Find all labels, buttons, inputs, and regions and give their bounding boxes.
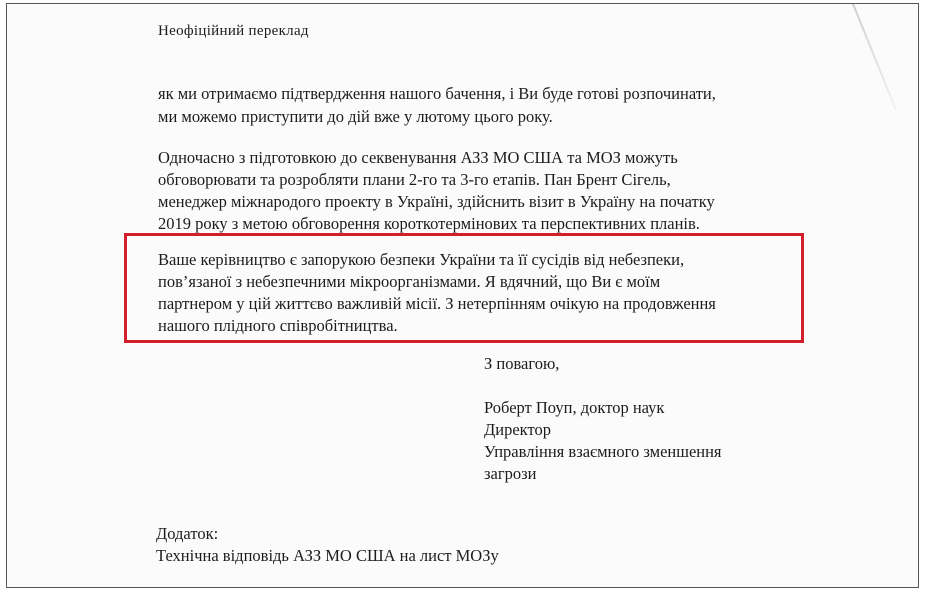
enclosure-label: Додаток: [156, 524, 219, 543]
paragraph-2-line: обговорювати та розробляти плани 2-го та 3-го етапів. Пан Брент Сігель, [158, 170, 671, 189]
enclosure-item: Технічна відповідь АЗЗ МО США на лист МОЗу [156, 546, 499, 565]
signer-office: загрози [484, 464, 537, 483]
signer-office: Управління взаємного зменшення [484, 442, 722, 461]
paragraph-1 [158, 82, 716, 128]
paragraph-3-line: Ваше керівництво є запорукою безпеки України та її сусідів від небезпеки, [158, 250, 685, 269]
paragraph-2 [158, 147, 715, 235]
paragraph-2-line: менеджер міжнародого проекту в Україні, здійснить візит в Україну на початку [158, 192, 715, 211]
paragraph-2-line: 2019 року з метою обговорення короткотермінових та перспективних планів. [158, 214, 700, 233]
red-highlight-box [124, 233, 804, 343]
paragraph-3-line: пов’язаної з небезпечними мікроорганізмами. Я вдячний, що Ви є моїм [158, 272, 661, 291]
paragraph-2-line: Одночасно з підготовкою до секвенування АЗЗ МО США та МОЗ можуть [158, 148, 678, 167]
translation-header: Неофіційний переклад [158, 23, 309, 39]
paragraph-1-line: як ми отримаємо підтвердження нашого бачення, і Ви буде готові розпочинати, [158, 84, 716, 103]
enclosure-block [156, 523, 499, 567]
signer-title: Директор [484, 420, 551, 439]
paragraph-3-line: нашого плідного співробітництва. [158, 316, 398, 335]
paragraph-3-line: партнером у цій життєво важливій місії. З нетерпінням очікую на продовження [158, 294, 716, 313]
closing-salutation: З повагою, [484, 354, 560, 373]
paper-fold-mark [852, 3, 897, 110]
signer-name: Роберт Поуп, доктор наук [484, 398, 665, 417]
paragraph-1-line: ми можемо приступити до дій вже у лютому цього року. [158, 107, 553, 126]
signature-block [484, 397, 722, 485]
